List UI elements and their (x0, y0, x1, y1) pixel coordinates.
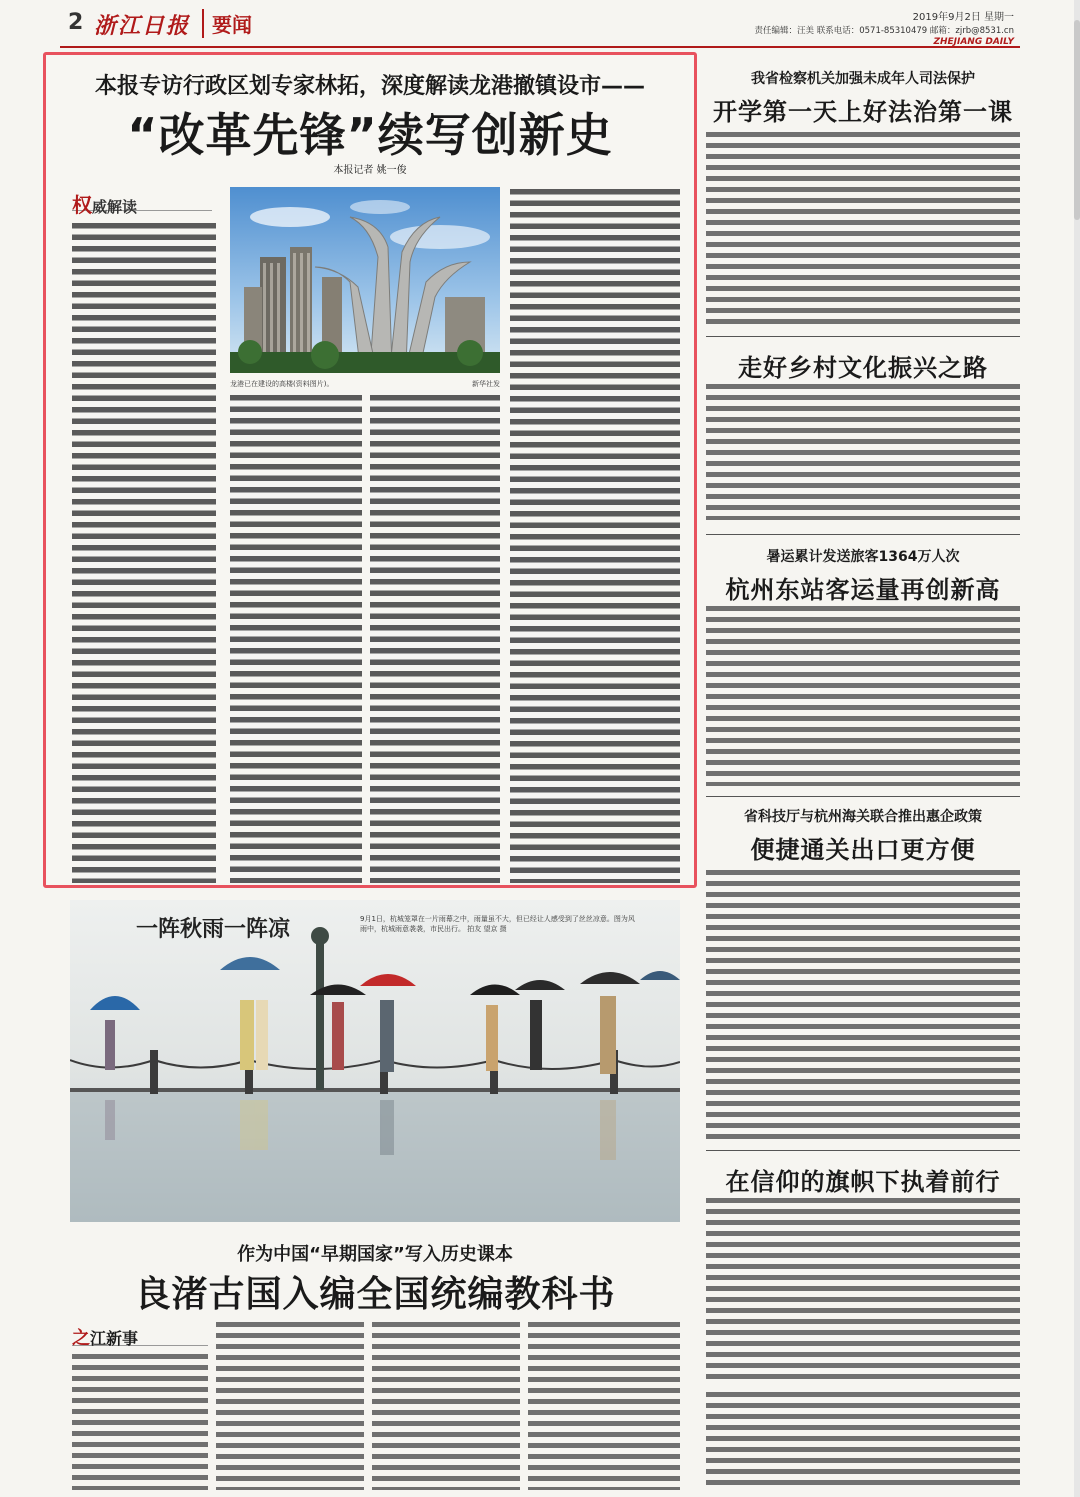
side1-kicker: 我省检察机关加强未成年人司法保护 (751, 71, 975, 87)
main-text-col-3 (370, 395, 500, 883)
side-article-hangzhou-east[interactable] (706, 546, 1020, 605)
side-article-faith[interactable] (706, 1158, 1020, 1197)
side5-body-top (706, 1198, 1020, 1380)
lower-body-col-2 (216, 1322, 364, 1490)
rain-scene-image (70, 900, 680, 1222)
side5-title: 在信仰的旗帜下执着前行 (725, 1168, 1001, 1196)
side-article-law-class[interactable] (706, 68, 1020, 127)
side4-body (706, 870, 1020, 1140)
side3-kicker: 暑运累计发送旅客1364万人次 (766, 549, 960, 565)
side3-body (706, 606, 1020, 786)
lower-body-col-4 (528, 1322, 680, 1490)
main-text-col-4 (510, 189, 680, 883)
lower-headline[interactable]: 良渚古国入编全国统编教科书 (134, 1274, 616, 1315)
longgang-city-photo (230, 187, 500, 373)
main-kicker: 本报专访行政区划专家林拓，深度解读龙港撤镇设市—— (94, 74, 645, 99)
lower-body-col-1 (72, 1354, 208, 1490)
main-byline: 本报记者 姚一俊 (333, 165, 407, 176)
main-photo-caption (230, 379, 500, 389)
side-divider-2 (706, 534, 1020, 535)
lower-body-col-3 (372, 1322, 520, 1490)
lower-tag-rest: 江新事 (90, 1329, 139, 1348)
side2-title: 走好乡村文化振兴之路 (738, 354, 988, 382)
side2-body (706, 384, 1020, 520)
rain-caption-text: 9月1日，杭城笼罩在一片雨幕之中，雨量虽不大，但已经让人感受到了丝丝凉意。图为风雨中，杭城雨意袭袭，市民出行。 (360, 915, 635, 933)
city-sculpture-image (230, 187, 500, 373)
page-number: 2 (68, 10, 84, 35)
scrollbar-thumb[interactable] (1074, 20, 1080, 220)
section-name: 要闻 (202, 9, 252, 38)
main-text-col-2 (230, 395, 362, 883)
main-headline: “改革先锋”续写创新史 (127, 108, 613, 162)
rain-caption-credit: 拍友 望京 摄 (467, 925, 507, 933)
side1-title: 开学第一天上好法治第一课 (713, 98, 1013, 126)
side-divider-3 (706, 796, 1020, 797)
side5-body-bottom (706, 1392, 1020, 1490)
issue-date: 2019年9月2日 星期一 (912, 12, 1014, 23)
rain-photo-title: 一阵秋雨一阵凉 (136, 917, 291, 942)
main-photo-credit: 新华社发 (472, 380, 500, 388)
main-article-highlighted[interactable] (43, 52, 697, 888)
section-tag-rest: 威解读 (92, 198, 138, 216)
side-article-rural-culture[interactable] (706, 344, 1020, 383)
editor-info: 责任编辑：汪美 联系电话：0571-85310479 邮箱：zjrb@8531.cn (754, 26, 1014, 36)
main-text-col-1 (72, 223, 216, 883)
side4-title: 便捷通关出口更方便 (750, 836, 976, 864)
side-divider-4 (706, 1150, 1020, 1151)
section-tag-authoritative (72, 189, 212, 217)
section-tag-zhejiang-news (72, 1324, 208, 1349)
main-photo-caption-text: 龙港已在建设的高楼(资料图片)。 (230, 380, 334, 388)
side1-body (706, 132, 1020, 328)
paper-name: 浙江日报 (94, 13, 191, 39)
side-article-customs[interactable] (706, 806, 1020, 865)
lower-tag-first-char: 之 (72, 1328, 90, 1349)
side-divider-1 (706, 336, 1020, 337)
lower-kicker: 作为中国“早期国家”写入历史课本 (237, 1244, 513, 1265)
side4-kicker: 省科技厅与杭州海关联合推出惠企政策 (744, 809, 982, 825)
section-tag-first-char: 权 (72, 193, 92, 217)
rain-photo-caption (360, 914, 640, 934)
side3-title: 杭州东站客运量再创新高 (725, 576, 1001, 604)
autumn-rain-photo[interactable] (70, 900, 680, 1222)
scrollbar-track[interactable] (1074, 0, 1080, 1497)
masthead (60, 6, 1020, 48)
paper-name-english: ZHEJIANG DAILY (933, 37, 1014, 47)
